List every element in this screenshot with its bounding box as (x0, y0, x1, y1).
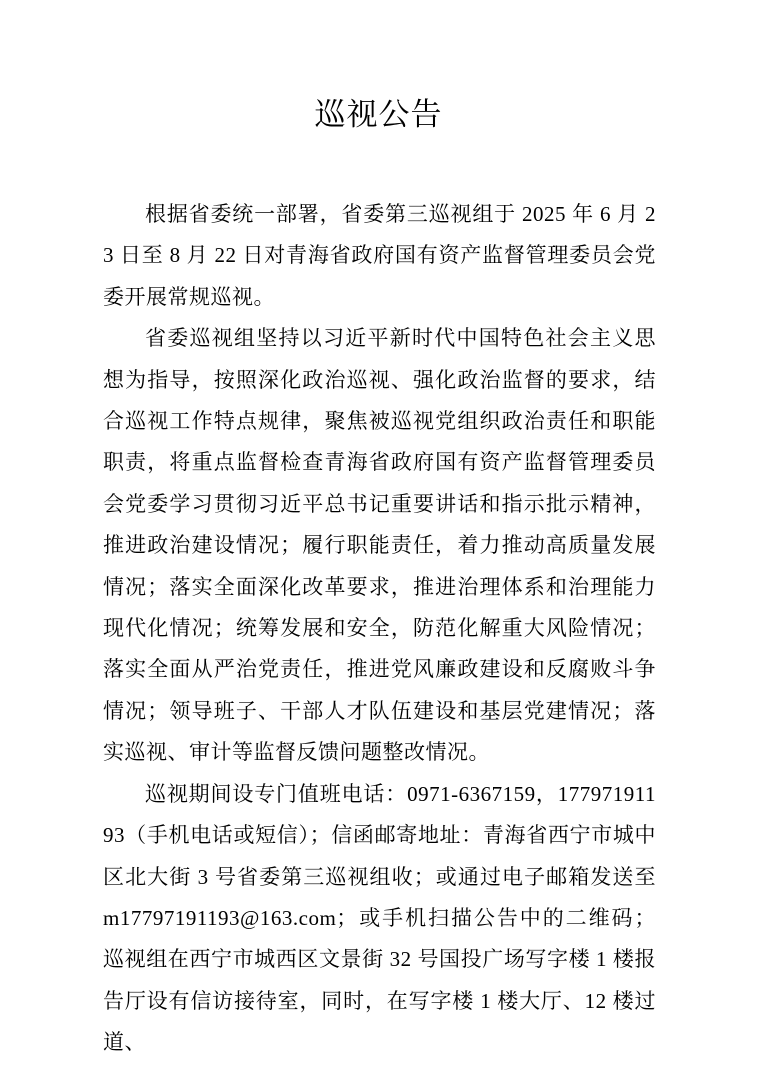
document-body (103, 194, 656, 1064)
paragraph-scope: 省委巡视组坚持以习近平新时代中国特色社会主义思想为指导，按照深化政治巡视、强化政治监督的要求，结合巡视工作特点规律，聚焦被巡视党组织政治责任和职能职责，将重点监督检查青海省政府国有资产监督管理委员会党委学习贯彻习近平总书记重要讲话和指示批示精神，推进政治建设情况；履行职能责任，着力推动高质量发展情况；落实全面深化改革要求，推进治理体系和治理能力现代化情况；统筹发展和安全，防范化解重大风险情况；落实全面从严治党责任，推进党风廉政建设和反腐败斗争情况；领导班子、干部人才队伍建设和基层党建情况；落实巡视、审计等监督反馈问题整改情况。 (103, 326, 656, 765)
paragraph-contact: 巡视期间设专门值班电话：0971-6367159，17797191193（手机电话或短信）；信函邮寄地址：青海省西宁市城中区北大街 3 号省委第三巡视组收；或通过电子邮箱发送至m17797191193@163.com；或手机扫描公告中的二维码；巡视组在西宁市城西区文景街 32 号国投广场写字楼 1 楼报告厅设有信访接待室，同时，在写字楼 1 楼大厅、12 楼过道、 (103, 781, 656, 1055)
page-title: 巡视公告 (314, 97, 443, 132)
paragraph-overview: 根据省委统一部署，省委第三巡视组于 2025 年 6 月 23 日至 8 月 22 日对青海省政府国有资产监督管理委员会党委开展常规巡视。 (103, 202, 656, 309)
